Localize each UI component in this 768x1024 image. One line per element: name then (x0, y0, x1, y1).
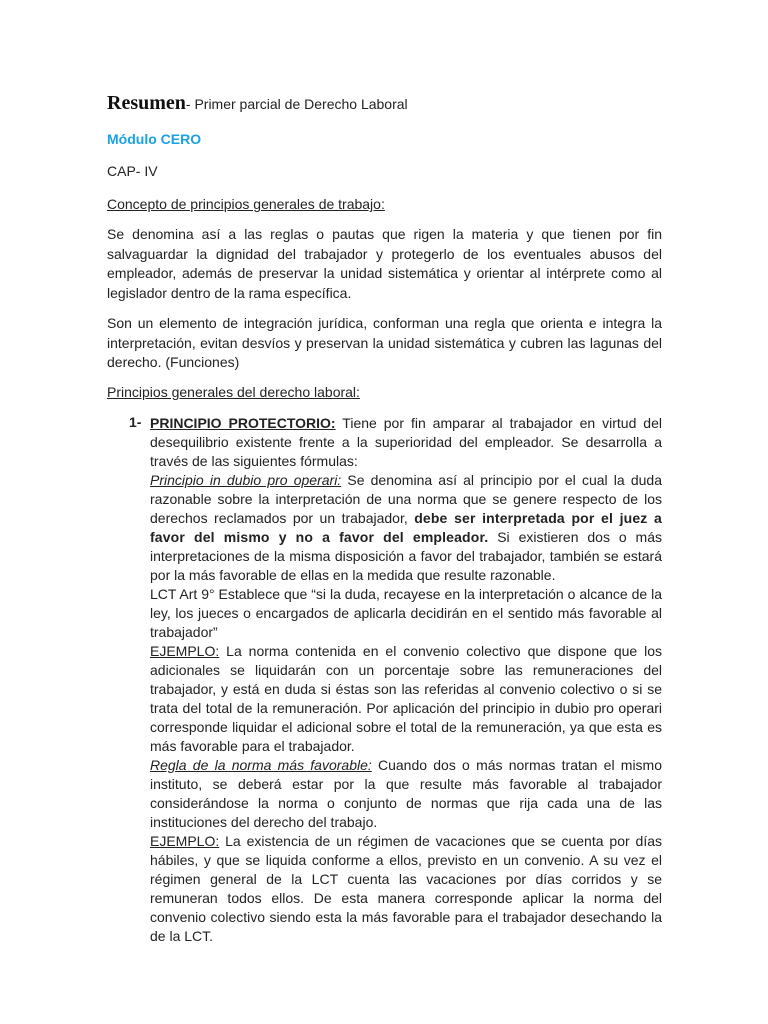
regla-text: Cuando dos o más normas tratan el mismo instituto, se deberá estar por la que resulte más favorable al trabajador considerándose la norma o conjunto de normas que rija cada una de las instituciones del derecho del trabajo. (150, 757, 662, 830)
principles-heading: Principios generales del derecho laboral: (107, 384, 360, 400)
functions-paragraph: Son un elemento de integración jurídica, conforman una regla que orienta e integra la interpretación, evitan desvíos y preservan la unidad sistemática y cubren las lagunas del derecho. (Funciones) (107, 315, 662, 370)
dubio-text-a: Se denomina así al principio por el cual la duda razonable sobre la interpretación de una norma que se genere respecto de los derechos reclamados por un trabajador, (150, 472, 663, 526)
list-item (150, 414, 662, 946)
example2-text: La existencia de un régimen de vacaciones que se cuenta por días hábiles, y que se liquida conforme a ellos, previsto en un convenio. A su vez el régimen general de la LCT cuenta las vacaciones por días corridos y se remuneran todos ellos. De esta manera corresponde aplicar la norma del convenio colectivo siendo esta la más favorable para el trabajador desechando la de la LCT. (150, 833, 662, 944)
principle-intro: Tiene por fin amparar al trabajador en virtud del desequilibrio existente frente a la superioridad del empleador. Se desarrolla a través de las siguientes fórmulas: (150, 415, 662, 469)
chapter-label: CAP- IV (107, 163, 158, 179)
dubio-bold: debe ser interpretada por el juez a favor del mismo y no a favor del empleador. (150, 510, 662, 545)
document-title (107, 92, 662, 115)
principles-list (129, 414, 662, 946)
title-bold: Resumen (107, 92, 186, 114)
concept-paragraph: Se denomina así a las reglas o pautas que rigen la materia y que tienen por fin salvaguardar la dignidad del trabajador y protegerlo de los eventuales abusos del empleador, además de preservar la unidad sistemática y orientar al intérprete como al legislador dentro de la rama específica. (107, 226, 662, 301)
lct-article: LCT Art 9° Establece que “si la duda, recayese en la interpretación o alcance de la ley, los jueces o encargados de aplicarla decidirán en el sentido más favorable al trabajador” (150, 586, 662, 640)
title-subtitle: - Primer parcial de Derecho Laboral (185, 96, 408, 112)
dubio-label: Principio in dubio pro operari: (150, 472, 342, 488)
principle-title: PRINCIPIO PROTECTORIO: (150, 415, 336, 431)
example2-label: EJEMPLO: (150, 833, 220, 849)
concept-heading: Concepto de principios generales de trabajo: (107, 196, 385, 212)
list-item-number: 1- (129, 414, 142, 430)
example1-text: La norma contenida en el convenio colectivo que dispone que los adicionales se liquidarán con un porcentaje sobre las remuneraciones del trabajador, y está en duda si éstas son las referidas al convenio colectivo o si se trata del total de la remuneración. Por aplicación del principio in dubio pro operari corresponde liquidar el adicional sobre el total de la remuneración, ya que esta es más favorable para el trabajador. (150, 643, 662, 754)
example1-label: EJEMPLO: (150, 643, 220, 659)
dubio-text-b: Si existieren dos o más interpretaciones de la misma disposición a favor del trabajador, también se estará por la más favorable de ellas en la medida que resulte razonable. (150, 529, 662, 583)
regla-label: Regla de la norma más favorable: (150, 757, 372, 773)
module-heading: Módulo CERO (107, 131, 202, 147)
